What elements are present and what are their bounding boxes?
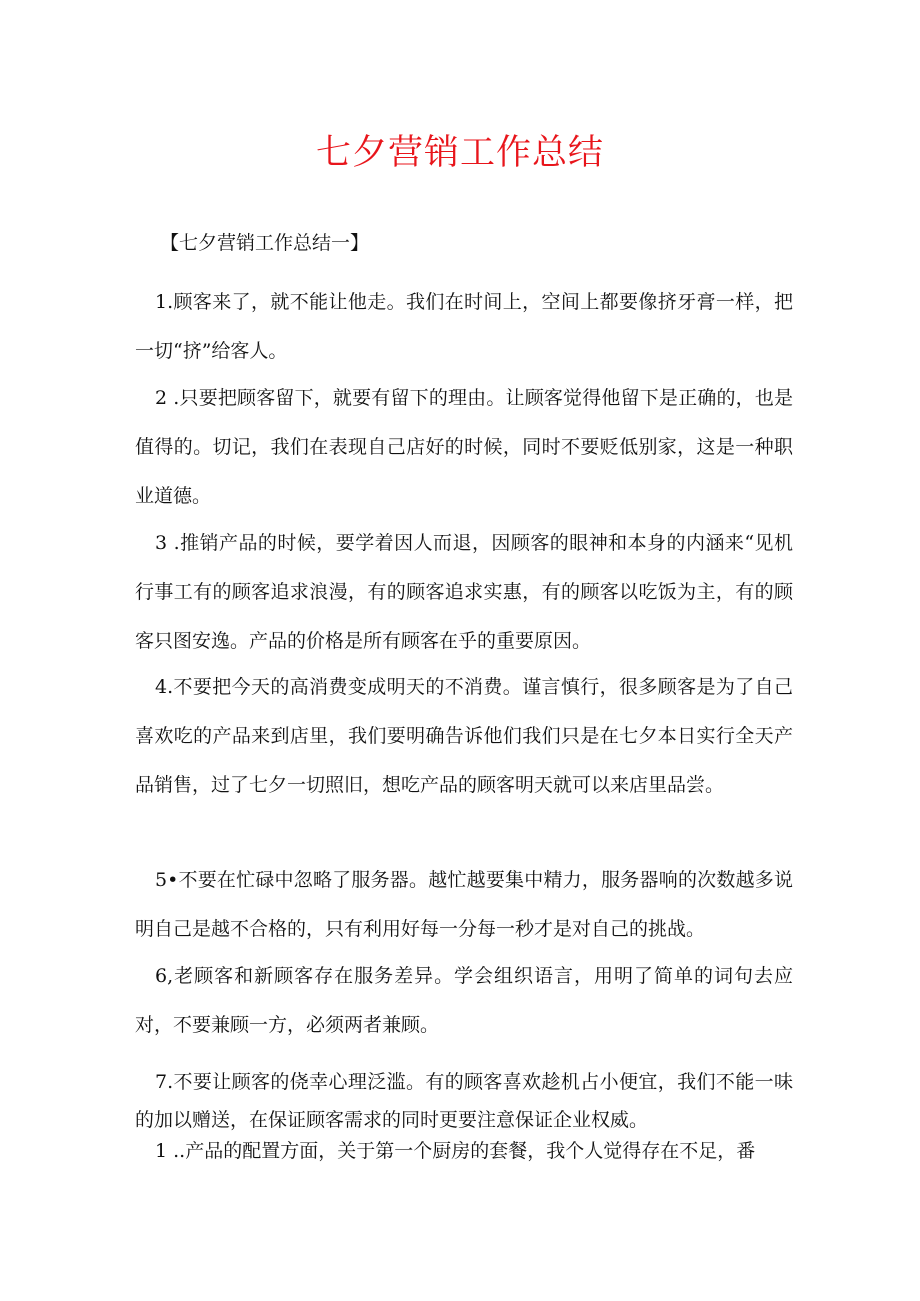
paragraph-3: 3 .推销产品的时候，要学着因人而退，因顾客的眼神和本身的内涵来“见机行事工有的顾客追求浪漫，有的顾客追求实惠，有的顾客以吃饭为主，有的顾客只图安逸。产品的价格是所有顾客在乎的重要原因。 <box>135 532 793 652</box>
paragraph-2: 2 .只要把顾客留下，就要有留下的理由。让顾客觉得他留下是正确的，也是值得的。切记，我们在表现自己店好的时候，同时不要贬低别家，这是一种职业道德。 <box>135 387 793 507</box>
paragraph-6: 6,老顾客和新顾客存在服务差异。学会组织语言，用明了简单的词句去应对，不要兼顾一方，必须两者兼顾。 <box>135 965 793 1036</box>
section-heading: 【七夕营销工作总结一】 <box>160 232 370 254</box>
paragraph-4: 4.不要把今天的高消费变成明天的不消费。谨言慎行，很多顾客是为了自己喜欢吃的产品来到店里，我们要明确告诉他们我们只是在七夕本日实行全天产品销售，过了七夕一切照旧，想吃产品的顾客明天就可以来店里品尝。 <box>135 676 793 796</box>
paragraph-5: 5•不要在忙碌中忽略了服务器。越忙越要集中精力，服务器响的次数越多说明自己是越不合格的，只有利用好每一分每一秒才是对自己的挑战。 <box>135 869 793 940</box>
document-title: 七夕营销工作总结 <box>315 133 604 173</box>
paragraph-1: 1.顾客来了，就不能让他走。我们在时间上，空间上都要像挤牙膏一样，把一切“挤”给客人。 <box>135 291 793 362</box>
paragraph-7: 7.不要让顾客的侥幸心理泛滥。有的顾客喜欢趁机占小便宜，我们不能一味的加以赠送，在保证顾客需求的同时更要注意保证企业权威。 <box>135 1071 793 1131</box>
paragraph-8: 1 ..产品的配置方面，关于第一个厨房的套餐，我个人觉得存在不足，番 <box>155 1140 756 1162</box>
